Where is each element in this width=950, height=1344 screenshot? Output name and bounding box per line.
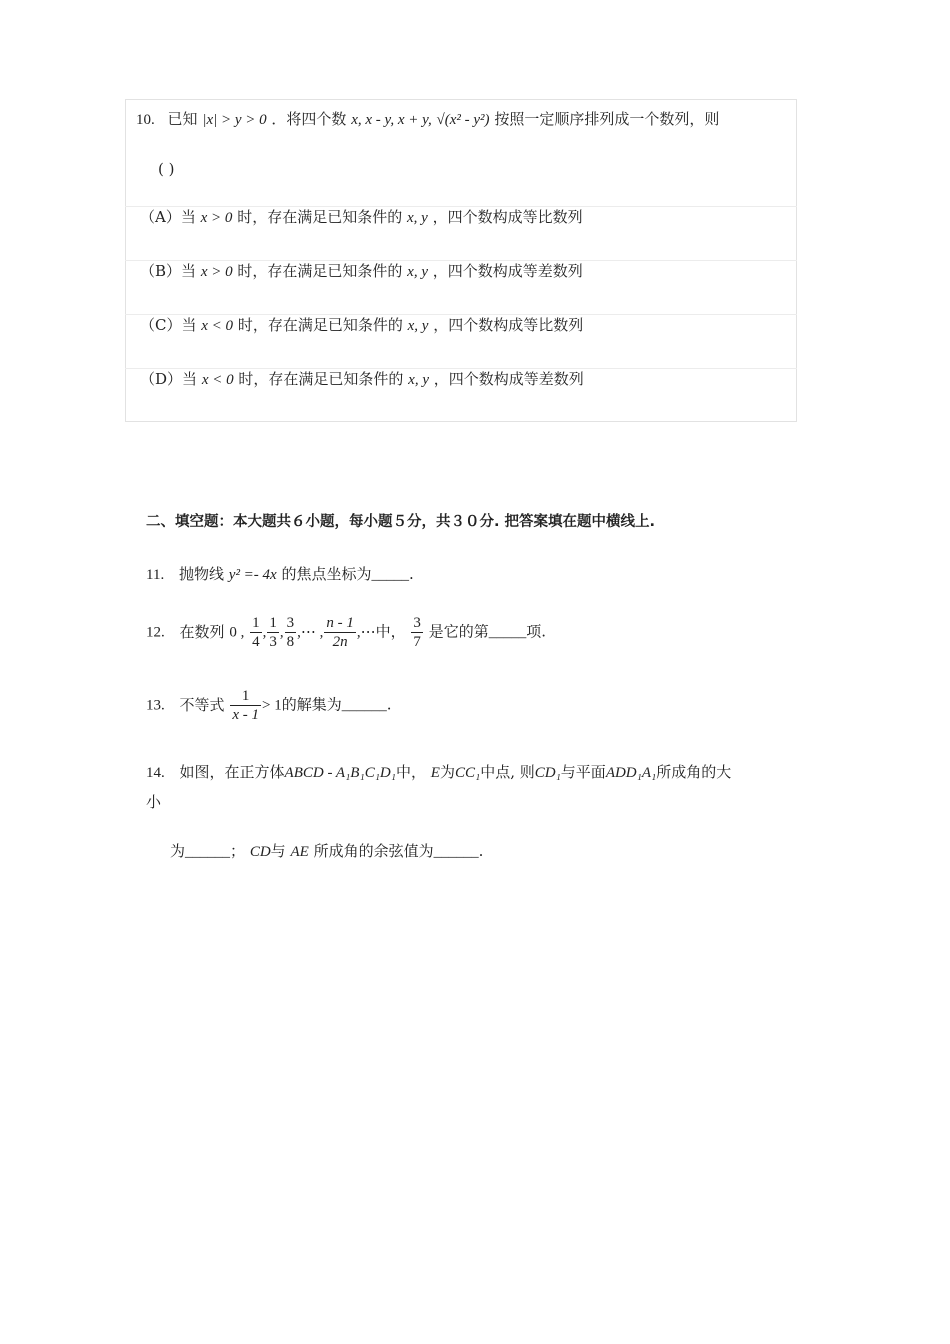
option-vars: x, y [406, 210, 428, 226]
equation: y² =- 4x [228, 567, 277, 583]
stem-text: 按照一定顺序排列成一个数列，则 [494, 110, 720, 128]
point-e: E [430, 765, 440, 781]
ellipsis: ,⋯ , [297, 624, 324, 641]
question-text: 为 [439, 763, 455, 781]
question-text: 项. [526, 622, 546, 641]
option-vars: x, y [408, 372, 429, 388]
question-text: 与 [270, 842, 286, 860]
question-text: 与平面 [560, 763, 606, 781]
segment: CC₁ [454, 765, 481, 781]
question-text: 为 [170, 842, 186, 860]
segment: CD [249, 844, 271, 860]
answer-blank: ______ [341, 697, 387, 714]
stem-terms: x, x - y, x + y, [351, 112, 432, 128]
question-text: 所成角的余弦值为 [313, 842, 434, 860]
fraction: $\frac{1}{3}$ [269, 615, 277, 650]
option-b [140, 260, 583, 281]
answer-blank: _____ [371, 567, 410, 583]
option-condition: x < 0 [201, 372, 234, 388]
question-number: 14. [146, 765, 165, 781]
question-11 [146, 563, 414, 584]
option-condition: x < 0 [201, 318, 234, 334]
question-number: 10. [136, 112, 155, 128]
question-text: . [478, 842, 484, 860]
option-condition: x > 0 [200, 264, 233, 280]
question-text: 中， [395, 763, 426, 781]
option-label: （C）当 [140, 316, 197, 334]
option-text: 时，存在满足已知条件的 [237, 208, 403, 226]
question-text: ； [230, 842, 246, 860]
stem-text: ．将四个数 [271, 110, 347, 128]
question-14-line-2: 小 [146, 793, 162, 811]
question-14-line-1 [146, 761, 731, 782]
cube-name: ABCD - A₁B₁C₁D₁ [284, 765, 396, 781]
answer-blank: ______ [433, 844, 479, 860]
question-text: 的焦点坐标为 [281, 565, 372, 583]
question-14-line-3 [170, 840, 483, 861]
question-text: 中， [375, 622, 406, 641]
section-heading: 二、填空题：本大题共６小题，每小题５分，共３０分. 把答案填在题中横线上. [146, 514, 656, 530]
general-term: $\frac{n - 1}{2n}$ [326, 615, 354, 650]
sequence-term: 0 , [229, 624, 245, 641]
segment: AE [290, 844, 309, 860]
option-label: （D）当 [140, 370, 198, 388]
question-text: 如图，在正方体 [179, 763, 285, 781]
question-text: 抛物线 [178, 565, 224, 583]
stem-condition: |x| > y > 0 [202, 112, 267, 128]
answer-blank: _____ [488, 624, 527, 641]
option-text: ，四个数构成等差数列 [433, 370, 584, 388]
option-text: ，四个数构成等差数列 [432, 262, 583, 280]
option-label: （B）当 [140, 262, 197, 280]
question-13 [146, 687, 392, 724]
question-12: 12. 在数列 0 , $\frac{1}{4}$ , $\frac{1}{3}$ , $\frac{3}{8}$ ,⋯ , $\frac{n - 1}{2n}$ ,⋯中， $\frac{3}{7}$ 是它的第_____项. [146, 615, 546, 650]
question-text: 不等式 [179, 695, 225, 714]
plane: ADD₁A₁ [605, 765, 657, 781]
ellipsis: ,⋯ [356, 624, 376, 641]
option-vars: x, y [407, 264, 428, 280]
option-text: 时，存在满足已知条件的 [237, 262, 403, 280]
fraction: $\frac{1}{x - 1}$ [232, 688, 259, 723]
question-number: 11. [146, 567, 165, 583]
question-text: 中点, 则 [480, 763, 535, 781]
option-text: ，四个数构成等比数列 [433, 316, 584, 334]
question-text: . [386, 695, 392, 714]
option-d [140, 368, 584, 389]
question-text: 是它的第 [428, 622, 489, 641]
option-text: 时，存在满足已知条件的 [237, 316, 403, 334]
fraction: $\frac{1}{4}$ [252, 615, 260, 650]
stem-text: 已知 [167, 110, 198, 128]
answer-paren: ( ) [158, 160, 175, 178]
option-label: （A）当 [140, 208, 196, 226]
question-text: 的解集为 [281, 695, 342, 714]
option-a [140, 206, 583, 227]
question-10-stem [136, 108, 719, 129]
question-text: . [409, 565, 414, 583]
answer-blank: ______ [185, 844, 231, 860]
option-text: ，四个数构成等比数列 [432, 208, 583, 226]
inequality: > 1 [261, 697, 282, 714]
option-condition: x > 0 [200, 210, 233, 226]
option-c [140, 314, 583, 335]
option-text: 时，存在满足已知条件的 [238, 370, 404, 388]
stem-sqrt: √(x² - y²) [436, 112, 490, 128]
target-fraction: $\frac{3}{7}$ [413, 615, 421, 650]
question-number: 13. [146, 697, 165, 714]
question-number: 12. [146, 624, 165, 641]
question-text: 所成角的大 [656, 763, 732, 781]
segment: CD₁ [534, 765, 561, 781]
question-text: 在数列 [179, 622, 225, 641]
fraction: $\frac{3}{8}$ [286, 615, 295, 650]
option-vars: x, y [407, 318, 429, 334]
